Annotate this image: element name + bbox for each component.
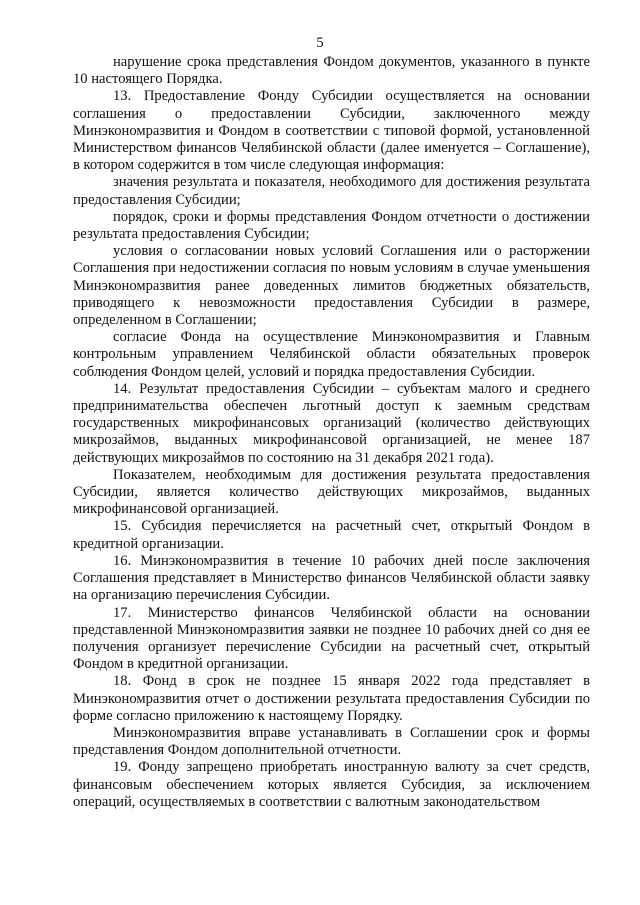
document-body xyxy=(73,54,590,811)
paragraph-14: 14. Результат предоставления Субсидии – субъектам малого и среднего предпринимательства обеспечен льготный доступ к заемным средствам государственных микрофинансовых организаций (количество действующих микрозаймов, выданных микрофинансовой организацией, не менее 187 действующих микрозаймов по состоянию на 31 декабря 2021 года). xyxy=(73,380,590,466)
paragraph-15: 15. Субсидия перечисляется на расчетный счет, открытый Фондом в кредитной организации. xyxy=(73,518,590,552)
paragraph-17: 17. Министерство финансов Челябинской области на основании представленной Минэкономразвития заявки не позднее 10 рабочих дней со дня ее получения организует перечисление Субсидии на расчетный счет, открытый Фондом в кредитной организации. xyxy=(73,604,590,673)
paragraph-13: 13. Предоставление Фонду Субсидии осуществляется на основании соглашения о предоставлении Субсидии, заключенного между Минэкономразвития и Фондом в соответствии с типовой формой, установленной Министерством финансов Челябинской области (далее именуется – Соглашение), в котором содержится в том числе следующая информация: xyxy=(73,88,590,174)
paragraph-16: 16. Минэкономразвития в течение 10 рабочих дней после заключения Соглашения представляет в Министерство финансов Челябинской области заявку на организацию перечисления Субсидии. xyxy=(73,552,590,604)
paragraph-13-item-result-value: значения результата и показателя, необходимого для достижения результата предоставления Субсидии; xyxy=(73,174,590,208)
paragraph-continuation: нарушение срока представления Фондом документов, указанного в пункте 10 настоящего Порядка. xyxy=(73,54,590,88)
paragraph-13-item-reporting-order: порядок, сроки и формы представления Фондом отчетности о достижении результата предоставления Субсидии; xyxy=(73,208,590,243)
paragraph-13-item-new-conditions: условия о согласовании новых условий Соглашения или о расторжении Соглашения при недостижении согласия по новым условиям в случае уменьшения Минэкономразвития ранее доведенных лимитов бюджетных обязательств, приводящего к невозможности предоставления Субсидии в размере, определенном в Соглашении; xyxy=(73,243,590,329)
paragraph-19: 19. Фонду запрещено приобретать иностранную валюту за счет средств, финансовым обеспечением которых является Субсидия, за исключением операций, осуществляемых в соответствии с валютным законодательством xyxy=(73,759,590,810)
paragraph-14-indicator: Показателем, необходимым для достижения результата предоставления Субсидии, является количество действующих микрозаймов, выданных микрофинансовой организацией. xyxy=(73,466,590,518)
paragraph-18-additional-reporting: Минэкономразвития вправе устанавливать в Соглашении срок и формы представления Фондом дополнительной отчетности. xyxy=(73,724,590,759)
paragraph-18: 18. Фонд в срок не позднее 15 января 2022 года представляет в Минэкономразвития отчет о достижении результата предоставления Субсидии по форме согласно приложению к настоящему Порядку. xyxy=(73,673,590,724)
paragraph-13-item-consent-checks: согласие Фонда на осуществление Минэкономразвития и Главным контрольным управлением Челябинской области обязательных проверок соблюдения Фондом целей, условий и порядка предоставления Субсидии. xyxy=(73,329,590,380)
page-number: 5 xyxy=(316,35,324,51)
